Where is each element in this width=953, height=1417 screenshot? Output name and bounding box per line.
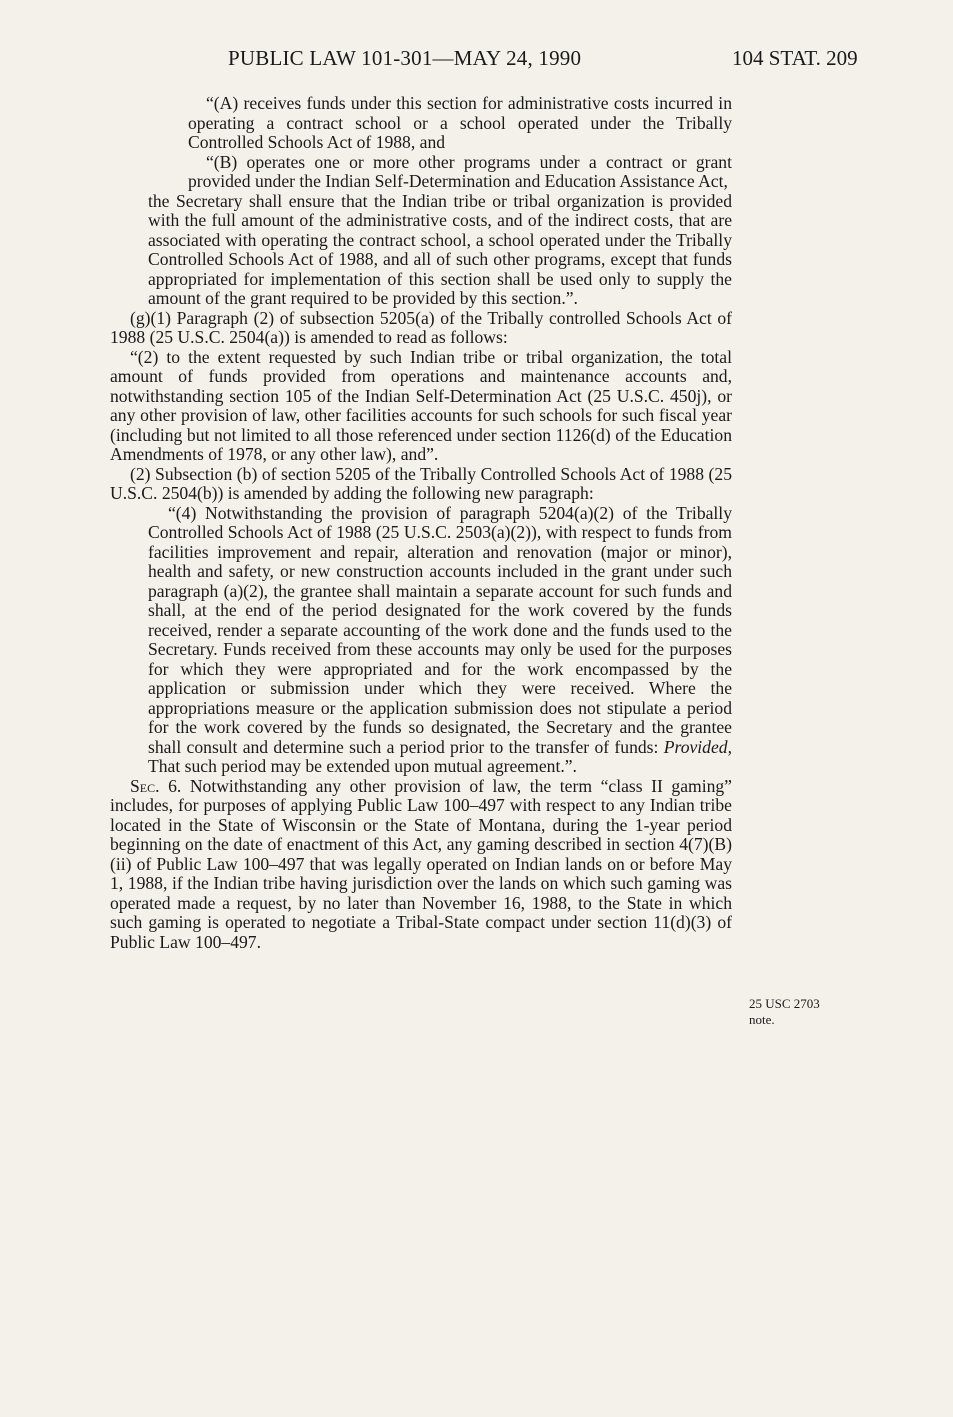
- paragraph-g1: (g)(1) Paragraph (2) of subsection 5205(a) of the Tribally controlled Schools Act of 1988 (25 U.S.C. 2504(a)) is amended to read as follows:: [110, 307, 732, 347]
- paragraph-b: “(B) operates one or more other programs under a contract or grant provided under the Indian Self-Determination and Education Assistance Act,: [188, 151, 732, 191]
- paragraph-quote-4: [148, 504, 732, 777]
- paragraph-quote-4-start: “(4) Notwithstanding the provision of paragraph 5204(a)(2) of the Tribally Controlled Schools Act of 1988 (25 U.S.C. 2503(a)(2)), with respect to funds from facilities improvement and repair, alteration and renovation (major or minor), health and safety, or new construction accounts included in the grant under such paragraph (a)(2), the grantee shall maintain a separate account for such funds and shall, at the end of the period designated for the work covered by the funds received, render a separate accounting of the work done and the funds used to the Secretary. Funds received from these accounts may only be used for the purposes for which they were appropriated and for the work encompassed by the application or submission under which they were received. Where the appropriations measure or the application submission does not stipulate a period for the work covered by the funds so designated, the Secretary and the grantee shall consult and determine such a period prior to the transfer of funds:: [148, 502, 732, 757]
- section-6: [110, 777, 732, 953]
- margin-note-label: note.: [749, 1012, 775, 1027]
- provided-term: Provided,: [663, 736, 732, 757]
- paragraph-a: “(A) receives funds under this section for administrative costs incurred in operating a contract school or a school operated under the Tribally Controlled Schools Act of 1988, and: [188, 93, 732, 152]
- document-body: [110, 94, 732, 952]
- page-header-stat-number: 104 STAT. 209: [732, 46, 858, 70]
- page-header-title: PUBLIC LAW 101-301—MAY 24, 1990: [228, 46, 582, 70]
- section-6-label: Sec. 6.: [130, 775, 182, 796]
- paragraph-secretary: the Secretary shall ensure that the Indian tribe or tribal organization is provided with the full amount of the administrative costs, and of the indirect costs, that are associated with operating the contract school, a school operated under the Tribally Controlled Schools Act of 1988, and all of such other programs, except that funds appropriated for implementation of this section shall be used only to supply the amount of the grant required to be provided by this section.”.: [148, 190, 732, 308]
- margin-note: [749, 996, 820, 1028]
- section-6-text: Notwithstanding any other provision of law, the term “class II gaming” includes, for purposes of applying Public Law 100–497 with respect to any Indian tribe located in the State of Wisconsin or the State of Montana, during the 1-year period beginning on the date of enactment of this Act, any gaming described in section 4(7)(B)(ii) of Public Law 100–497 that was legally operated on Indian lands on or before May 1, 1988, if the Indian tribe having jurisdiction over the lands on which such gaming was operated made a request, by no later than November 16, 1988, to the State in which such gaming is operated to negotiate a Tribal-State compact under section 11(d)(3) of Public Law 100–497.: [110, 775, 732, 952]
- paragraph-quote-2: “(2) to the extent requested by such Indian tribe or tribal organization, the total amount of funds provided from operations and maintenance accounts and, notwithstanding section 105 of the Indian Self-Determination Act (25 U.S.C. 450j), or any other provision of law, other facilities accounts for such schools for such fiscal year (including but not limited to all those referenced under section 1126(d) of the Education Amendments of 1978, or any other law), and”.: [110, 346, 732, 464]
- paragraph-quote-4-end: That such period may be extended upon mutual agreement.”.: [148, 756, 577, 776]
- margin-note-citation: 25 USC 2703: [749, 996, 820, 1011]
- paragraph-g2: (2) Subsection (b) of section 5205 of the Tribally Controlled Schools Act of 1988 (25 U.S.C. 2504(b)) is amended by adding the following new paragraph:: [110, 463, 732, 503]
